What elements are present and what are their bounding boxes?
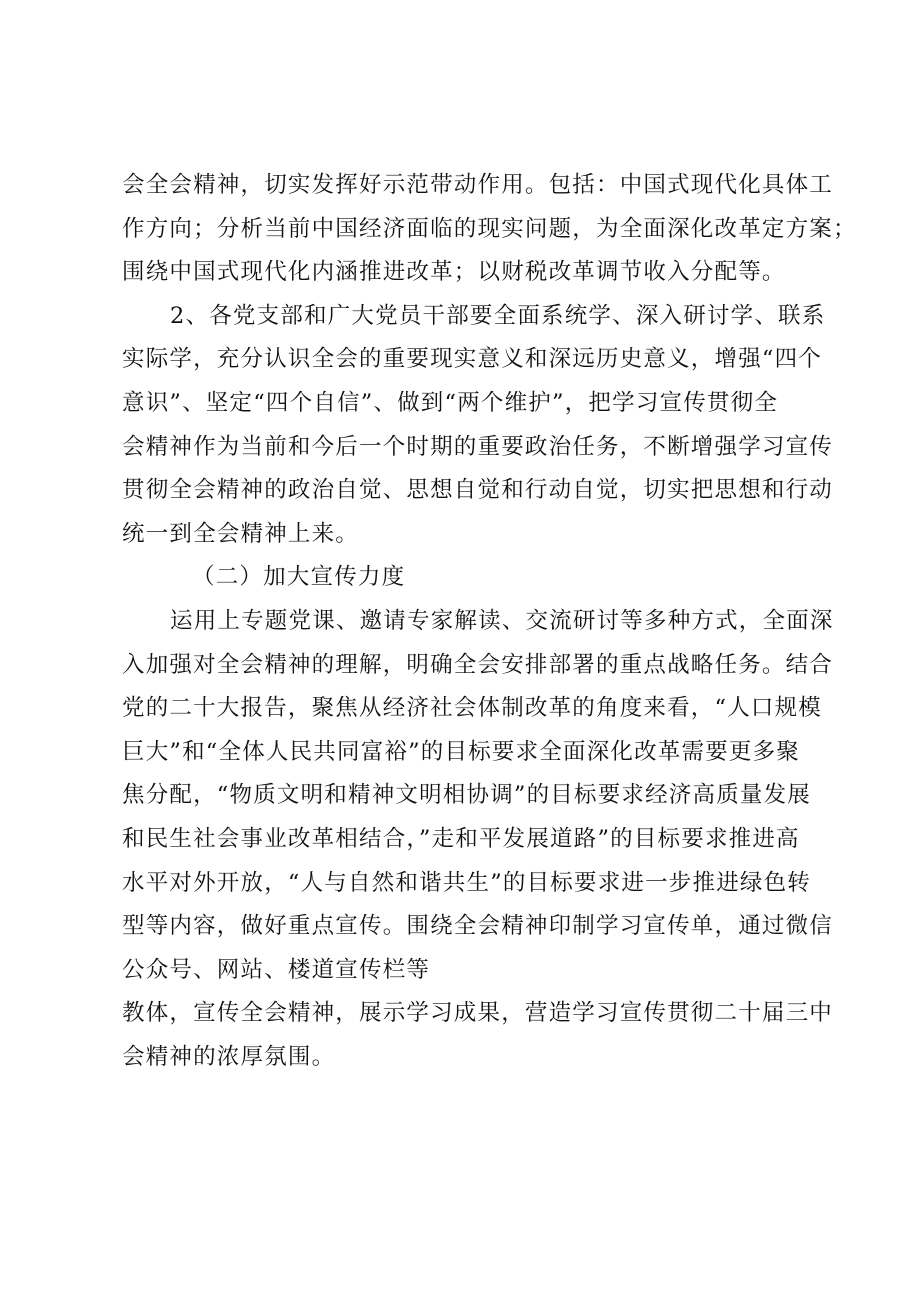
text-line: 焦分配，“物质文明和精神文明相协调”的目标要求经济高质量发展	[122, 782, 812, 809]
paragraph-first-line: 运用上专题党课、邀请专家解读、交流研讨等多种方式，全面深	[170, 607, 834, 634]
document-body	[122, 164, 857, 1079]
text-line: 实际学，充分认识全会的重要现实意义和深远历史意义，增强“四个	[122, 346, 823, 373]
text-line: 和民生社会事业改革相结合，”走和平发展道路”的目标要求推进高	[122, 825, 800, 852]
paragraph-first-line: 2、各党支部和广大党员干部要全面系统学、深入研讨学、联系	[170, 302, 826, 329]
text-line: 水平对外开放，“人与自然和谐共生”的目标要求进一步推进绿色转	[122, 869, 812, 896]
text-line: 入加强对全会精神的理解，明确全会安排部署的重点战略任务。结合	[122, 651, 834, 678]
text-line: 党的二十大报告，聚焦从经济社会体制改革的角度来看，“人口规模	[122, 695, 823, 722]
text-line: 贯彻全会精神的政治自觉、思想自觉和行动自觉，切实把思想和行动	[122, 477, 834, 504]
section-heading: （二）加大宣传力度	[192, 564, 406, 591]
text-line: 型等内容，做好重点宣传。围绕全会精神印制学习宣传单，通过微信	[122, 913, 834, 940]
text-line: 教体，宣传全会精神，展示学习成果，营造学习宣传贯彻二十届三中	[122, 1000, 834, 1027]
text-line: 统一到全会精神上来。	[122, 520, 360, 547]
text-line: 公众号、网站、楼道宣传栏等	[122, 956, 431, 983]
text-line: 巨大”和“全体人民共同富裕”的目标要求全面深化改革需要更多聚	[122, 738, 801, 765]
text-line: 作方向；分析当前中国经济面临的现实问题，为全面深化改革定方案；	[122, 215, 857, 242]
text-line: 会精神的浓厚氛围。	[122, 1043, 336, 1070]
text-line: 会精神作为当前和今后一个时期的重要政治任务，不断增强学习宣传	[122, 433, 834, 460]
text-line: 会全会精神，切实发挥好示范带动作用。包括：中国式现代化具体工	[122, 172, 834, 198]
text-line: 意识”、坚定“四个自信”、做到“两个维护”，把学习宣传贯彻全	[122, 389, 779, 416]
text-line: 围绕中国式现代化内涵推进改革；以财税改革调节收入分配等。	[122, 259, 786, 286]
